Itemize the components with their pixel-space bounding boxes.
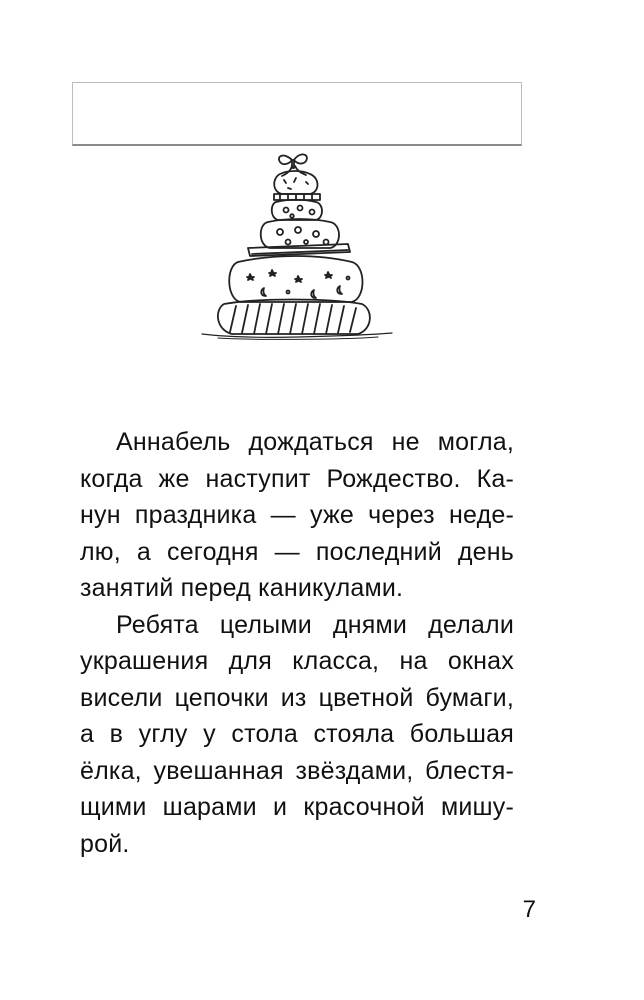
text-line: а в углу у стола стояла большая [80,720,514,748]
chapter-title-box [72,82,522,146]
story-text [80,424,514,862]
pillow-stack-icon [188,148,398,346]
pillow-stack-illustration [188,148,398,346]
text-line: щими шарами и красочной мишу- [80,793,514,821]
text-line: ёлка, увешанная звёздами, блестя- [80,756,514,785]
text-line: занятий перед каникулами. [80,574,404,602]
text-line: висели цепочки из цветной бумаги, [80,683,514,712]
text-line: лю, а сегодня — последний день [80,537,514,566]
text-line: украшения для класса, на окнах [80,647,514,675]
text-line: когда же наступит Рождество. Ка- [80,464,514,493]
text-line: Ребята целыми днями делали [116,610,514,639]
text-line: рой. [80,829,130,858]
paragraph-2 [80,607,514,863]
text-line: Аннабель дождаться не могла, [116,428,514,456]
paragraph-1 [80,424,514,607]
page-number: 7 [522,896,536,923]
text-line: нун праздника — уже через неде- [80,501,514,529]
